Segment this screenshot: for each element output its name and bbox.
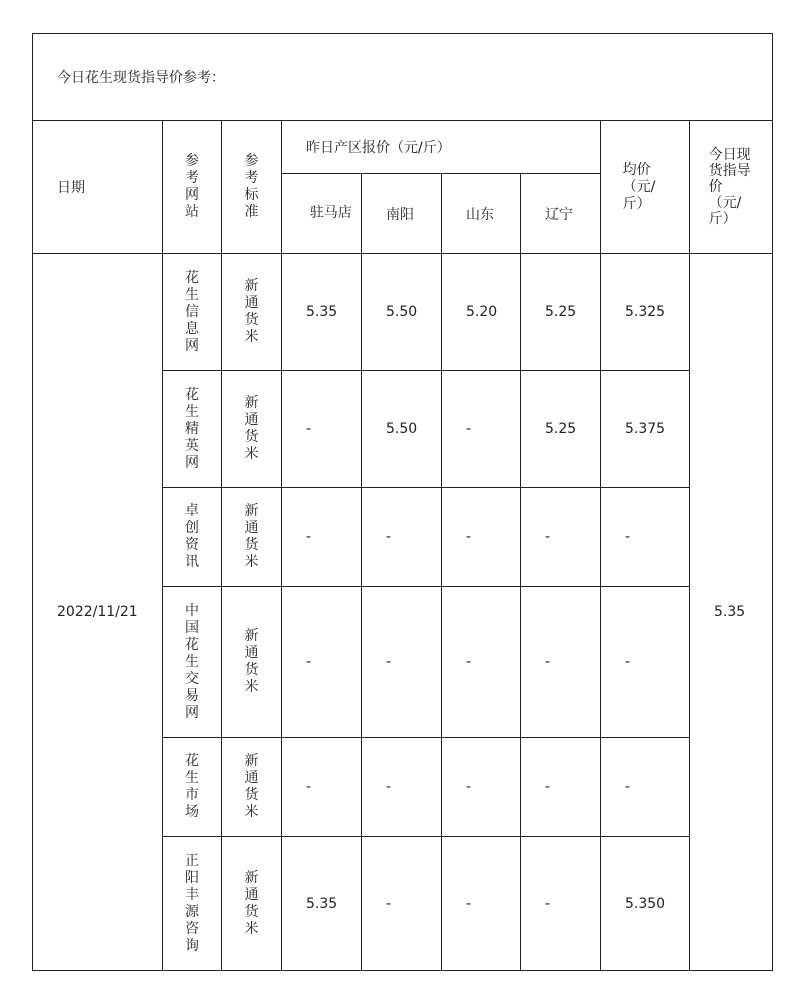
zhumadian-cell: - [282, 587, 362, 738]
liaoning-cell: 5.25 [521, 371, 601, 488]
avg-cell: - [601, 738, 690, 837]
zhumadian-cell: 5.35 [282, 837, 362, 971]
standard-cell: 新通货米 [222, 254, 282, 371]
shandong-cell: - [442, 587, 521, 738]
liaoning-cell: - [521, 837, 601, 971]
shandong-cell: - [442, 488, 521, 587]
avg-cell: 5.375 [601, 371, 690, 488]
shandong-cell: 5.20 [442, 254, 521, 371]
standard-cell: 新通货米 [222, 488, 282, 587]
avg-header: 均价（元/斤） [601, 121, 690, 254]
nanyang-cell: - [362, 587, 442, 738]
price-table [32, 33, 773, 971]
nanyang-cell: 5.50 [362, 254, 442, 371]
standard-cell: 新通货米 [222, 738, 282, 837]
table-row [33, 254, 773, 371]
nanyang-cell: - [362, 837, 442, 971]
today-header: 今日现货指导价（元/斤） [690, 121, 773, 254]
liaoning-cell: - [521, 587, 601, 738]
nanyang-cell: - [362, 738, 442, 837]
table-title: 今日花生现货指导价参考： [33, 34, 773, 121]
nanyang-cell: - [362, 488, 442, 587]
shandong-cell: - [442, 738, 521, 837]
region-header-shandong: 山东 [442, 174, 521, 254]
standard-cell: 新通货米 [222, 587, 282, 738]
site-cell: 中国花生交易网 [163, 587, 222, 738]
liaoning-cell: - [521, 488, 601, 587]
nanyang-cell: 5.50 [362, 371, 442, 488]
date-cell: 2022/11/21 [33, 254, 163, 971]
site-header: 参考网站 [163, 121, 222, 254]
zhumadian-cell: - [282, 488, 362, 587]
region-header-zhumadian: 驻马店 [282, 174, 362, 254]
avg-cell: - [601, 488, 690, 587]
avg-cell: 5.325 [601, 254, 690, 371]
region-header-nanyang: 南阳 [362, 174, 442, 254]
title-row [33, 34, 773, 121]
standard-cell: 新通货米 [222, 371, 282, 488]
liaoning-cell: 5.25 [521, 254, 601, 371]
zhumadian-cell: - [282, 371, 362, 488]
site-cell: 花生信息网 [163, 254, 222, 371]
site-cell: 花生市场 [163, 738, 222, 837]
avg-cell: - [601, 587, 690, 738]
date-header: 日期 [33, 121, 163, 254]
zhumadian-cell: - [282, 738, 362, 837]
site-cell: 正阳丰源咨询 [163, 837, 222, 971]
standard-cell: 新通货米 [222, 837, 282, 971]
today-price-cell: 5.35 [690, 254, 773, 971]
header-row-1 [33, 121, 773, 174]
regions-header: 昨日产区报价（元/斤） [282, 121, 601, 174]
avg-cell: 5.350 [601, 837, 690, 971]
shandong-cell: - [442, 371, 521, 488]
liaoning-cell: - [521, 738, 601, 837]
site-cell: 花生精英网 [163, 371, 222, 488]
zhumadian-cell: 5.35 [282, 254, 362, 371]
standard-header: 参考标准 [222, 121, 282, 254]
site-cell: 卓创资讯 [163, 488, 222, 587]
shandong-cell: - [442, 837, 521, 971]
region-header-liaoning: 辽宁 [521, 174, 601, 254]
